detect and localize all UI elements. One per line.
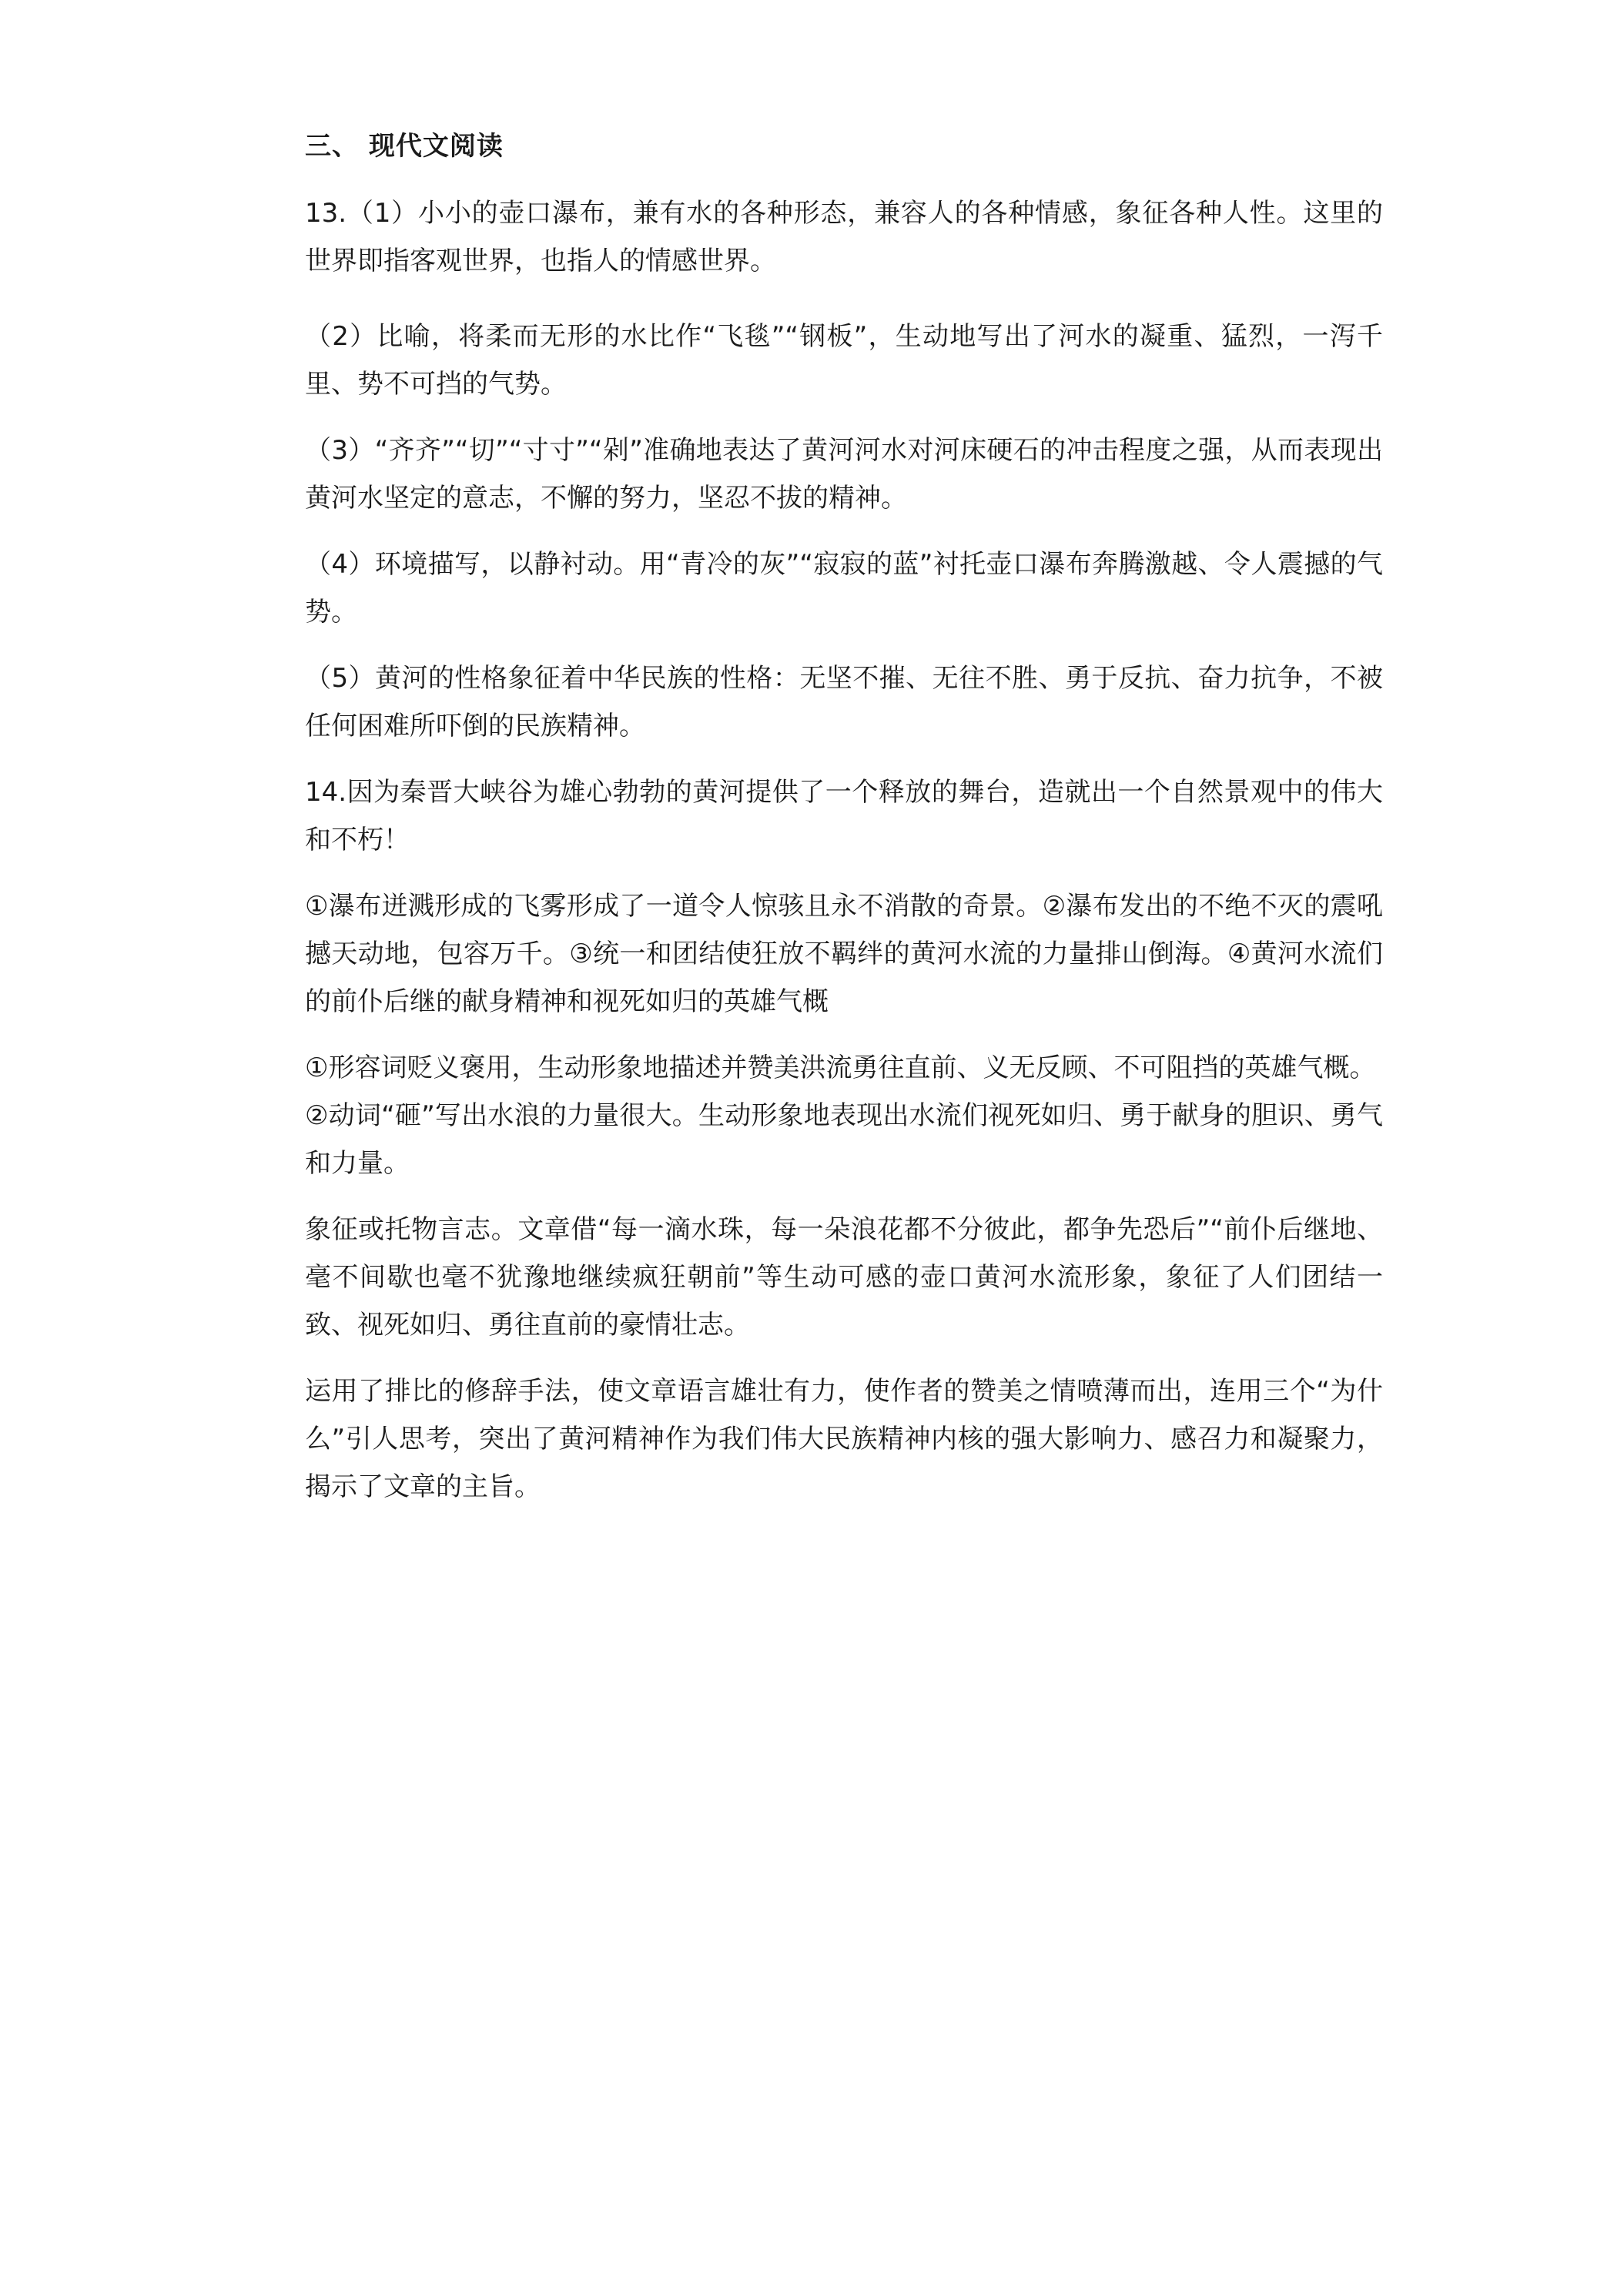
answer-13-5: （5）黄河的性格象征着中华民族的性格：无坚不摧、无往不胜、勇于反抗、奋力抗争，不被任何困难所吓倒的民族精神。 (305, 663, 1383, 741)
answer-14-1: 14.因为秦晋大峡谷为雄心勃勃的黄河提供了一个释放的舞台，造就出一个自然景观中的伟大和不朽！ (305, 777, 1383, 855)
answer-14-5: 运用了排比的修辞手法，使文章语言雄壮有力，使作者的赞美之情喷薄而出，连用三个“为什么”引人思考，突出了黄河精神作为我们伟大民族精神内核的强大影响力、感召力和凝聚力，揭示了文章的主旨。 (305, 1376, 1383, 1502)
answer-14-4: 象征或托物言志。文章借“每一滴水珠，每一朵浪花都不分彼此，都争先恐后”“前仆后继地、毫不间歇也毫不犹豫地继续疯狂朝前”等生动可感的壶口黄河水流形象，象征了人们团结一致、视死如归、勇往直前的豪情壮志。 (305, 1214, 1383, 1340)
answer-14-2: ①瀑布迸溅形成的飞雾形成了一道令人惊骇且永不消散的奇景。②瀑布发出的不绝不灭的震吼撼天动地，包容万千。③统一和团结使狂放不羁绊的黄河水流的力量排山倒海。④黄河水流们的前仆后继的献身精神和视死如归的英雄气概 (305, 891, 1383, 1017)
answer-13-1: 13.（1）小小的壶口瀑布，兼有水的各种形态，兼容人的各种情感，象征各种人性。这里的世界即指客观世界，也指人的情感世界。 (305, 198, 1383, 276)
answer-13-4: （4）环境描写，以静衬动。用“青冷的灰”“寂寂的蓝”衬托壶口瀑布奔腾激越、令人震撼的气势。 (305, 549, 1383, 628)
answer-14-3a: ①形容词贬义褒用，生动形象地描述并赞美洪流勇往直前、义无反顾、不可阻挡的英雄气概。 (305, 1053, 1376, 1083)
answer-13-2: （2）比喻，将柔而无形的水比作“飞毯”“钢板”，生动地写出了河水的凝重、猛烈，一泻千里、势不可挡的气势。 (305, 321, 1383, 400)
answer-14-3b: ②动词“砸”写出水浪的力量很大。生动形象地表现出水流们视死如归、勇于献身的胆识、勇气和力量。 (305, 1100, 1383, 1179)
answer-13-3: （3）“齐齐”“切”“寸寸”“剁”准确地表达了黄河河水对河床硬石的冲击程度之强，从而表现出黄河水坚定的意志，不懈的努力，坚忍不拔的精神。 (305, 435, 1383, 514)
document-page (305, 123, 1383, 1511)
section-title: 三、 现代文阅读 (305, 131, 504, 162)
